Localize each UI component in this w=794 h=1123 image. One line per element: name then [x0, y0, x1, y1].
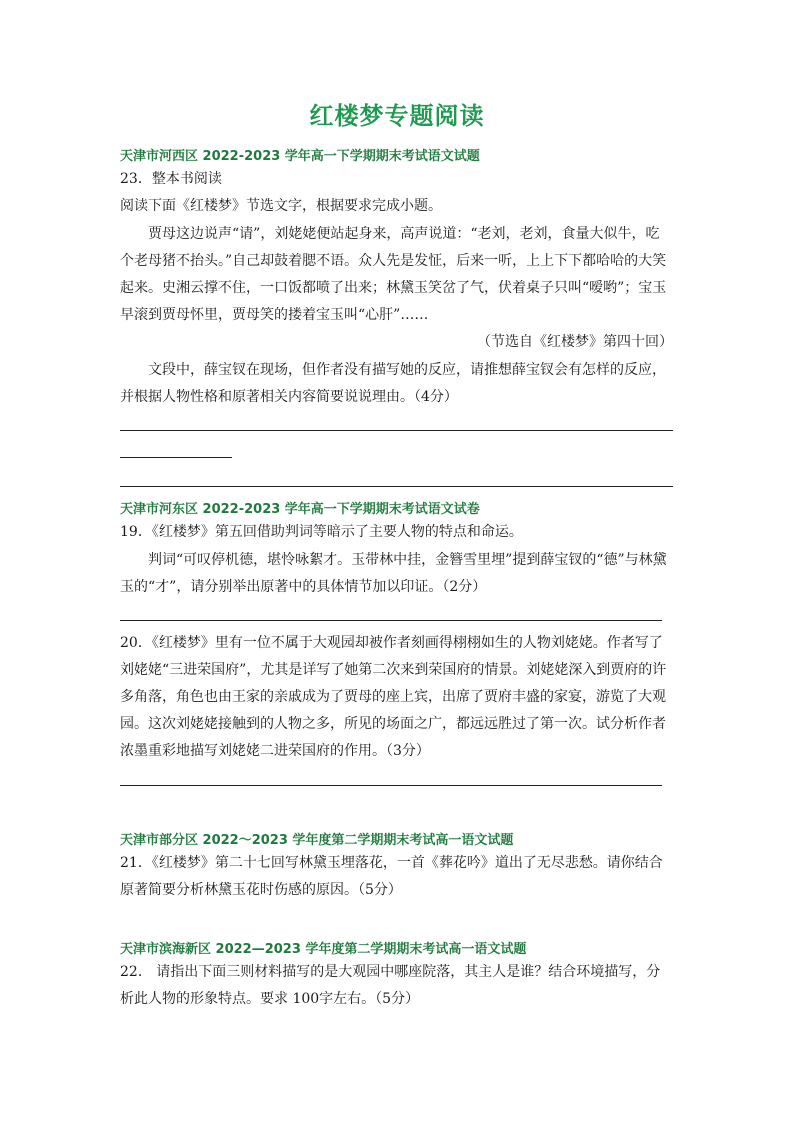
question-22: 22． 请指出下面三则材料描写的是大观园中哪座院落，其主人是谁？结合环境描写，分析此人物的形象特点。要求 100字左右。（5分）	[120, 964, 661, 1007]
source-heading-bufen: 天津市部分区 2022～2023 学年度第二学期期末考试高一语文试题	[120, 833, 514, 848]
question-23-prompt: 文段中，薛宝钗在现场，但作者没有描写她的反应，请推想薛宝钗会有怎样的反应，并根据人物性格和原著相关内容简要说说理由。（4分）	[120, 362, 666, 405]
answer-line	[120, 457, 232, 458]
page-title: 红楼梦专题阅读	[309, 102, 485, 130]
question-19: 19．《红楼梦》第五回借助判词等暗示了主要人物的特点和命运。	[120, 524, 523, 540]
question-23-number: 23．整本书阅读	[120, 171, 222, 187]
answer-line	[120, 486, 673, 487]
answer-line	[120, 430, 673, 431]
question-19-detail: 判词“可叹停机德，堪怜咏絮才。玉带林中挂，金簪雪里埋”提到薛宝钗的“德”与林黛玉的“才”，请分别举出原著中的具体情节加以印证。（2分）	[120, 552, 667, 595]
source-heading-hexi: 天津市河西区 2022-2023 学年高一下学期期末考试语文试题	[120, 149, 480, 164]
question-23-instruction: 阅读下面《红楼梦》节选文字，根据要求完成小题。	[120, 198, 442, 214]
excerpt-passage: 贾母这边说声“请”，刘姥姥便站起身来，高声说道：“老刘，老刘，食量大似牛，吃个老母猪不抬头。”自己却鼓着腮不语。众人先是发怔，后来一听，上上下下都哈哈的大笑起来。史湘云撑不住，一口饭都喷了出来；林黛玉笑岔了气，伏着桌子只叫“嗳哟”；宝玉早滚到贾母怀里，贾母笑的搂着宝玉叫“心肝”……	[120, 226, 667, 323]
question-20: 20．《红楼梦》里有一位不属于大观园却被作者刻画得栩栩如生的人物刘姥姥。作者写了刘姥姥“三进荣国府”，尤其是详写了她第二次来到荣国府的情景。刘姥姥深入到贾府的许多角落，角色也由王家的亲戚成为了贾母的座上宾，出席了贾府丰盛的家宴，游览了大观园。这次刘姥姥接触到的人物之多，所见的场面之广，都远远胜过了第一次。试分析作者浓墨重彩地描写刘姥姥二进荣国府的作用。（3分）	[120, 635, 667, 759]
answer-line	[120, 785, 662, 786]
answer-line	[120, 620, 662, 621]
source-heading-binhai: 天津市滨海新区 2022—2023 学年度第二学期期末考试高一语文试题	[120, 942, 527, 957]
source-heading-hedong: 天津市河东区 2022-2023 学年高一下学期期末考试语文试卷	[120, 502, 480, 517]
question-21: 21．《红楼梦》第二十七回写林黛玉埋落花，一首《葬花吟》道出了无尽悲愁。请你结合原著简要分析林黛玉花时伤感的原因。（5分）	[120, 855, 663, 898]
excerpt-source: （节选自《红楼梦》第四十回）	[477, 334, 673, 350]
